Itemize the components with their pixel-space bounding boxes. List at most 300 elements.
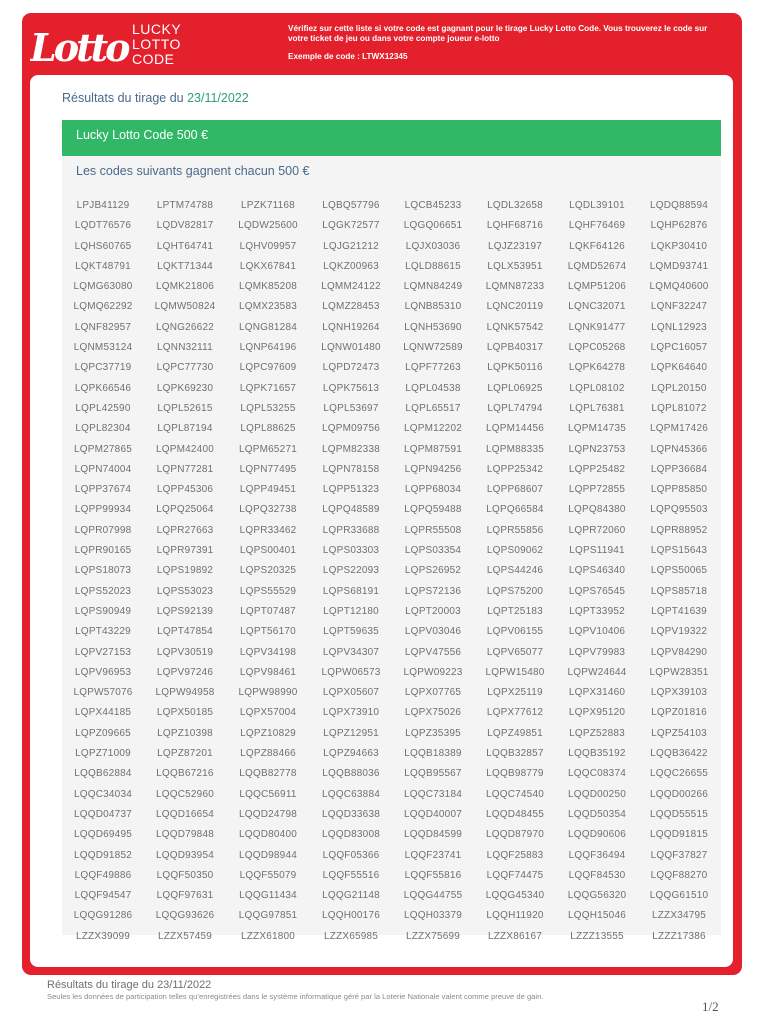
winning-code: LQPT33952 xyxy=(569,605,625,617)
winning-code: LQPS52023 xyxy=(74,585,132,597)
winning-code: LQPT12180 xyxy=(323,605,379,617)
winning-code: LQPS00401 xyxy=(239,545,297,557)
winning-code: LQMG63080 xyxy=(73,281,133,293)
code-row xyxy=(62,484,721,504)
winning-code: LQNW72589 xyxy=(403,342,463,354)
footer-title: Résultats du tirage du 23/11/2022 xyxy=(47,979,212,991)
winning-code: LQPC37719 xyxy=(74,362,132,374)
winning-code: LQKT48791 xyxy=(75,260,131,272)
code-row xyxy=(62,525,721,545)
winning-code: LQQF94547 xyxy=(74,890,132,902)
winning-code: LZZX75699 xyxy=(405,930,461,942)
winning-code: LQPL81072 xyxy=(651,402,707,414)
winning-code: LQPX44185 xyxy=(74,707,132,719)
winning-code: LQNG26622 xyxy=(156,321,214,333)
winning-code: LQQD91815 xyxy=(650,829,708,841)
winning-code: LQQF55516 xyxy=(322,869,380,881)
winning-code: LQPL76381 xyxy=(569,402,625,414)
winning-code: LQPS72136 xyxy=(404,585,462,597)
winning-code: LQQF74475 xyxy=(486,869,544,881)
winning-code: LQPP25342 xyxy=(486,463,544,475)
winning-code: LQPT25183 xyxy=(487,605,543,617)
winning-code: LQNG81284 xyxy=(239,321,297,333)
winning-code: LQNC20119 xyxy=(486,301,544,313)
winning-code: LQJG21212 xyxy=(323,240,379,252)
winning-code: LQQG21148 xyxy=(322,890,380,902)
winning-code: LQPV10406 xyxy=(568,626,626,638)
winning-code: LQPM27865 xyxy=(74,443,132,455)
code-row xyxy=(62,261,721,281)
winning-code: LQPP51323 xyxy=(322,484,380,496)
winning-code: LQQD50354 xyxy=(568,808,626,820)
winning-code: LQNH53690 xyxy=(404,321,462,333)
winning-code: LZZX65985 xyxy=(323,930,379,942)
winning-code: LQGK72577 xyxy=(322,220,380,232)
code-row xyxy=(62,910,721,930)
winning-code: LQPL42590 xyxy=(75,402,131,414)
winning-code: LQPV34307 xyxy=(322,646,380,658)
code-row xyxy=(62,464,721,484)
winning-code: LQQF49886 xyxy=(74,869,132,881)
winning-code: LQPR07998 xyxy=(74,524,132,536)
winning-code: LZZZ13555 xyxy=(570,930,624,942)
winning-code: LQPL04538 xyxy=(405,382,461,394)
winning-code: LQPS85718 xyxy=(650,585,708,597)
winning-code: LQQD83008 xyxy=(322,829,380,841)
winning-code: LQPV97246 xyxy=(156,666,214,678)
winning-code: LQPL20150 xyxy=(651,382,707,394)
winning-code: LQNB85310 xyxy=(404,301,462,313)
winning-code: LQQG61510 xyxy=(649,890,709,902)
winning-code: LQPX57004 xyxy=(239,707,297,719)
winning-code: LQPV30519 xyxy=(156,646,214,658)
winning-code: LQPV19322 xyxy=(650,626,708,638)
winning-code: LQPC16057 xyxy=(650,342,708,354)
winning-code: LQPL52615 xyxy=(157,402,213,414)
winning-code: LQPX77612 xyxy=(486,707,544,719)
winning-code: LQPL82304 xyxy=(75,423,131,435)
code-row xyxy=(62,565,721,585)
header-info xyxy=(288,24,728,62)
codes-box xyxy=(62,156,721,942)
winning-code: LZZX57459 xyxy=(157,930,213,942)
winning-code: LQNF82957 xyxy=(74,321,132,333)
code-row xyxy=(62,606,721,626)
winning-code: LQQC52960 xyxy=(156,788,214,800)
winning-code: LQPN74004 xyxy=(74,463,132,475)
code-row xyxy=(62,850,721,870)
winning-code: LQPV27153 xyxy=(74,646,132,658)
winning-code: LQQD87970 xyxy=(486,829,544,841)
header xyxy=(22,13,742,75)
winning-code: LQPC05268 xyxy=(568,342,626,354)
winning-code: LQPK50116 xyxy=(487,362,543,374)
winning-code: LQKF64126 xyxy=(569,240,625,252)
winning-code: LQNC32071 xyxy=(568,301,626,313)
winning-code: LQPX50185 xyxy=(156,707,214,719)
code-row xyxy=(62,728,721,748)
winning-code: LZZX61800 xyxy=(240,930,296,942)
code-row xyxy=(62,870,721,890)
winning-code: LQPT41639 xyxy=(651,605,707,617)
winning-code: LPZK71168 xyxy=(241,200,295,211)
winning-code: LQPL53697 xyxy=(323,402,379,414)
winning-code: LQDV82817 xyxy=(156,220,214,232)
winning-code: LQQH11920 xyxy=(486,910,544,922)
winning-code: LQQF84530 xyxy=(568,869,626,881)
code-row xyxy=(62,545,721,565)
winning-code: LQPS53023 xyxy=(156,585,214,597)
winning-code: LQQB67216 xyxy=(156,768,214,780)
winning-code: LQQC56911 xyxy=(239,788,297,800)
code-row xyxy=(62,241,721,261)
winning-code: LQPX25119 xyxy=(487,687,543,699)
winning-code: LQNK57542 xyxy=(486,321,544,333)
winning-code: LQLX53951 xyxy=(487,260,543,272)
winning-code: LQPP99934 xyxy=(74,504,132,516)
winning-code: LQQD55515 xyxy=(650,808,708,820)
winning-code: LQPL65517 xyxy=(405,402,461,414)
winning-code: LQPT56170 xyxy=(240,626,296,638)
winning-code: LQPZ94663 xyxy=(323,748,379,760)
winning-code: LQQF55079 xyxy=(239,869,297,881)
code-row xyxy=(62,281,721,301)
code-row xyxy=(62,768,721,788)
winning-code: LQPX07765 xyxy=(404,687,462,699)
winning-code: LQQD91852 xyxy=(74,849,132,861)
winning-code: LQPL74794 xyxy=(487,402,543,414)
draw-title xyxy=(62,91,249,105)
winning-code: LQPM88335 xyxy=(486,443,544,455)
winning-code: LQQD00266 xyxy=(650,788,708,800)
winning-code: LQKZ00963 xyxy=(323,260,379,272)
code-row xyxy=(62,748,721,768)
code-row xyxy=(62,444,721,464)
code-row xyxy=(62,647,721,667)
winning-code: LQQC63884 xyxy=(322,788,380,800)
winning-code: LQMK21806 xyxy=(156,281,214,293)
winning-code: LQPX95120 xyxy=(568,707,626,719)
winning-code: LQPV06155 xyxy=(486,626,544,638)
winning-code: LQGQ06651 xyxy=(403,220,463,232)
winning-code: LQPK66546 xyxy=(74,382,132,394)
winning-code: LQPZ52883 xyxy=(569,727,625,739)
winning-code: LQQB98779 xyxy=(486,768,544,780)
winning-code: LQHT64741 xyxy=(156,240,214,252)
winning-code: LQPR27663 xyxy=(156,524,214,536)
winning-code: LQQC74540 xyxy=(486,788,544,800)
winning-code: LQPN78158 xyxy=(322,463,380,475)
winning-code: LQQF05366 xyxy=(322,849,380,861)
product-line-3: CODE xyxy=(132,51,175,67)
winning-code: LQPS50065 xyxy=(650,565,708,577)
product-line-2: LOTTO xyxy=(132,36,181,52)
code-row xyxy=(62,809,721,829)
winning-code: LQPZ35395 xyxy=(405,727,461,739)
winning-code: LQPP72855 xyxy=(568,484,626,496)
winning-code: LQPX73910 xyxy=(322,707,380,719)
winning-code: LQPN94256 xyxy=(404,463,462,475)
winning-code: LQPS03303 xyxy=(322,545,380,557)
code-row xyxy=(62,707,721,727)
winning-code: LQPQ48589 xyxy=(322,504,380,516)
winning-code: LQPR97391 xyxy=(156,545,214,557)
winning-code: LQPP36684 xyxy=(650,463,708,475)
winning-code: LQQD16654 xyxy=(156,808,214,820)
winning-code: LQPR55856 xyxy=(486,524,544,536)
winning-code: LQMN84249 xyxy=(403,281,463,293)
winning-code: LQQF25883 xyxy=(486,849,544,861)
winning-code: LQPL87194 xyxy=(157,423,213,435)
winning-code: LQMM24122 xyxy=(321,281,381,293)
code-row xyxy=(62,586,721,606)
winning-code: LQPZ09665 xyxy=(75,727,131,739)
winning-code: LQPT47854 xyxy=(157,626,213,638)
code-row xyxy=(62,301,721,321)
code-row xyxy=(62,342,721,362)
winning-code: LQPK64278 xyxy=(568,362,626,374)
winning-code: LQQG45340 xyxy=(485,890,545,902)
winning-code: LQPW94958 xyxy=(155,687,215,699)
winning-code: LQQD84599 xyxy=(404,829,462,841)
winning-code: LQPV03046 xyxy=(404,626,462,638)
winning-code: LQQC26655 xyxy=(650,768,708,780)
winning-code: LQMN87233 xyxy=(485,281,545,293)
winning-code: LQPR90165 xyxy=(74,545,132,557)
winning-code: LQQD40007 xyxy=(404,808,462,820)
winning-code: LQNM53124 xyxy=(73,342,133,354)
winning-code: LQNH19264 xyxy=(322,321,380,333)
winning-code: LQPQ66584 xyxy=(486,504,544,516)
winning-code: LQQD93954 xyxy=(156,849,214,861)
winning-code: LQPS75200 xyxy=(486,585,544,597)
winning-code: LQDL39101 xyxy=(569,200,625,211)
code-row xyxy=(62,322,721,342)
winning-code: LQPS55529 xyxy=(239,585,297,597)
winning-code: LQPC77730 xyxy=(156,362,214,374)
winning-code: LQQF88270 xyxy=(650,869,708,881)
winning-code: LQQH00176 xyxy=(322,910,380,922)
winning-code: LQQG97851 xyxy=(238,910,298,922)
winning-code: LQQD90606 xyxy=(568,829,626,841)
winning-code: LQPM65271 xyxy=(239,443,297,455)
winning-code: LQPN45366 xyxy=(650,443,708,455)
winning-code: LQQD80400 xyxy=(239,829,297,841)
winning-code: LQQB18389 xyxy=(404,748,462,760)
code-row xyxy=(62,626,721,646)
winning-code: LQPS15643 xyxy=(650,545,708,557)
winning-code: LQPR33462 xyxy=(239,524,297,536)
winning-code: LQPV84290 xyxy=(650,646,708,658)
winning-code: LQPP25482 xyxy=(568,463,626,475)
winning-code: LQPT07487 xyxy=(240,605,296,617)
winning-code: LQPW06573 xyxy=(321,666,381,678)
winning-code: LQPW09223 xyxy=(403,666,463,678)
winning-code: LQQF23741 xyxy=(404,849,462,861)
winning-code: LQPR33688 xyxy=(322,524,380,536)
winning-code: LQPQ25064 xyxy=(156,504,214,516)
winning-code: LQPM82338 xyxy=(322,443,380,455)
winning-code: LQMQ40600 xyxy=(649,281,709,293)
winning-code: LQPS76545 xyxy=(568,585,626,597)
winning-code: LQPV47556 xyxy=(404,646,462,658)
winning-code: LQNW01480 xyxy=(321,342,381,354)
winning-code: LQPP68607 xyxy=(486,484,544,496)
winning-code: LQPV98461 xyxy=(239,666,297,678)
winning-code: LQQD79848 xyxy=(156,829,214,841)
footer-note: Seules les données de participation telles qu’enregistrées dans le système informatique géré par la Loterie Nationale valent comme preuve de gain. xyxy=(47,992,544,1001)
winning-code: LQPW28351 xyxy=(649,666,709,678)
winning-code: LQPP68034 xyxy=(404,484,462,496)
winning-code: LQQF50350 xyxy=(156,869,214,881)
winning-code: LZZX39099 xyxy=(75,930,131,942)
winning-code: LQPQ59488 xyxy=(404,504,462,516)
winning-code: LQPS46340 xyxy=(568,565,626,577)
winning-code: LQPM09756 xyxy=(322,423,380,435)
winning-code: LQPN77495 xyxy=(239,463,297,475)
winning-code: LQQG93626 xyxy=(155,910,215,922)
winning-code: LQDL32658 xyxy=(487,200,543,211)
winning-code: LQPS11941 xyxy=(569,545,625,557)
winning-code: LQPS18073 xyxy=(74,565,132,577)
winning-code: LQQF97631 xyxy=(156,890,214,902)
winning-code: LQPF77263 xyxy=(405,362,461,374)
product-name xyxy=(132,22,181,67)
winning-code: LQMX23583 xyxy=(239,301,297,313)
winning-code: LQQC08374 xyxy=(568,768,626,780)
svg-text:Lotto: Lotto xyxy=(30,25,128,70)
winning-code: LQMD93741 xyxy=(649,260,709,272)
winning-code: LQPL53255 xyxy=(240,402,296,414)
winning-code: LQMQ62292 xyxy=(73,301,133,313)
winning-code: LQPW57076 xyxy=(73,687,133,699)
winning-code: LQPL08102 xyxy=(569,382,625,394)
product-line-1: LUCKY xyxy=(132,21,182,37)
winning-code: LQCB45233 xyxy=(404,200,462,211)
winning-code: LQPL06925 xyxy=(487,382,543,394)
winning-code: LQPZ54103 xyxy=(651,727,707,739)
winning-code: LQMZ28453 xyxy=(322,301,380,313)
winning-code: LQBQ57796 xyxy=(322,200,380,211)
winning-code: LQJZ23197 xyxy=(487,240,543,252)
winning-code: LQJX03036 xyxy=(405,240,461,252)
winning-code: LQPW15480 xyxy=(485,666,545,678)
winning-code: LQQB88036 xyxy=(322,768,380,780)
winning-code: LQPN77281 xyxy=(156,463,214,475)
winning-code: LQQG91286 xyxy=(73,910,133,922)
prize-bar-label: Lucky Lotto Code 500 € xyxy=(76,128,209,142)
winning-code: LQPW24644 xyxy=(567,666,627,678)
winning-code: LQPZ71009 xyxy=(75,748,131,760)
results-panel xyxy=(30,75,733,967)
winning-code: LPJB41129 xyxy=(76,200,130,211)
draw-date: 23/11/2022 xyxy=(187,91,249,105)
results-frame xyxy=(22,13,742,975)
codes-grid xyxy=(62,200,721,951)
winning-code: LQPL88625 xyxy=(240,423,296,435)
winning-code: LQPP85850 xyxy=(650,484,708,496)
code-row xyxy=(62,687,721,707)
winning-code: LQPQ84380 xyxy=(568,504,626,516)
winning-code: LQPM42400 xyxy=(156,443,214,455)
winning-code: LQPK71657 xyxy=(239,382,297,394)
winning-code: LQPX75026 xyxy=(404,707,462,719)
winning-code: LQQG56320 xyxy=(567,890,627,902)
winning-code: LQPX05607 xyxy=(322,687,380,699)
winning-code: LQPM17426 xyxy=(650,423,708,435)
winning-code: LZZX86167 xyxy=(487,930,543,942)
winning-code: LQHS60765 xyxy=(74,240,132,252)
winning-code: LQQH03379 xyxy=(404,910,462,922)
code-row xyxy=(62,200,721,220)
winning-code: LQQF37827 xyxy=(650,849,708,861)
winning-code: LQPK69230 xyxy=(156,382,214,394)
winning-code: LQDW25600 xyxy=(238,220,298,232)
lotto-logo xyxy=(30,21,140,71)
winning-code: LQDT76576 xyxy=(74,220,132,232)
winning-code: LQPZ88466 xyxy=(240,748,296,760)
winning-code: LQNF32247 xyxy=(650,301,708,313)
winning-code: LQPM87591 xyxy=(404,443,462,455)
winning-code: LQQB35192 xyxy=(568,748,626,760)
winning-code: LQHP62876 xyxy=(650,220,708,232)
winning-code: LQPT20003 xyxy=(405,605,461,617)
winning-code: LQLD88615 xyxy=(405,260,461,272)
winning-code: LQNP64196 xyxy=(239,342,297,354)
winning-code: LQNN32111 xyxy=(157,342,213,354)
winning-code: LQMW50824 xyxy=(154,301,216,313)
winning-code: LQPX39103 xyxy=(650,687,708,699)
winning-code: LQHF68716 xyxy=(486,220,544,232)
winning-code: LQQC34034 xyxy=(74,788,132,800)
winning-code: LQHV09957 xyxy=(239,240,297,252)
winning-code: LQPN23753 xyxy=(568,443,626,455)
code-row xyxy=(62,220,721,240)
winning-code: LQPT59635 xyxy=(323,626,379,638)
winning-code: LQPS26952 xyxy=(404,565,462,577)
winning-code: LPTM74788 xyxy=(156,200,214,211)
winning-code: LQPQ95503 xyxy=(650,504,708,516)
winning-code: LQNL12923 xyxy=(651,321,707,333)
winning-code: LQQD24798 xyxy=(239,808,297,820)
winning-code: LZZX34795 xyxy=(651,910,707,922)
winning-code: LQQF36494 xyxy=(568,849,626,861)
draw-title-prefix: Résultats du tirage du xyxy=(62,91,188,105)
winning-code: LQPS19892 xyxy=(156,565,214,577)
winning-code: LQPC97609 xyxy=(239,362,297,374)
winning-code: LQPZ01816 xyxy=(651,707,707,719)
winning-code: LQPP45306 xyxy=(156,484,214,496)
code-row xyxy=(62,423,721,443)
winning-code: LQPZ49851 xyxy=(487,727,543,739)
winning-code: LQHF76469 xyxy=(568,220,626,232)
winning-code: LQDQ88594 xyxy=(650,200,708,211)
winning-code: LQQD48455 xyxy=(486,808,544,820)
code-row xyxy=(62,789,721,809)
winning-code: LQPT43229 xyxy=(75,626,131,638)
winning-code: LQQH15046 xyxy=(568,910,626,922)
winning-code: LQPW98990 xyxy=(238,687,298,699)
winning-code: LQPM12202 xyxy=(404,423,462,435)
code-row xyxy=(62,403,721,423)
code-row xyxy=(62,890,721,910)
code-row xyxy=(62,667,721,687)
winning-code: LQPS09062 xyxy=(486,545,544,557)
winning-code: LQQB95567 xyxy=(404,768,462,780)
winning-code: LQQG44755 xyxy=(403,890,463,902)
winning-code: LQMK85208 xyxy=(239,281,297,293)
winning-code: LQPM14735 xyxy=(568,423,626,435)
